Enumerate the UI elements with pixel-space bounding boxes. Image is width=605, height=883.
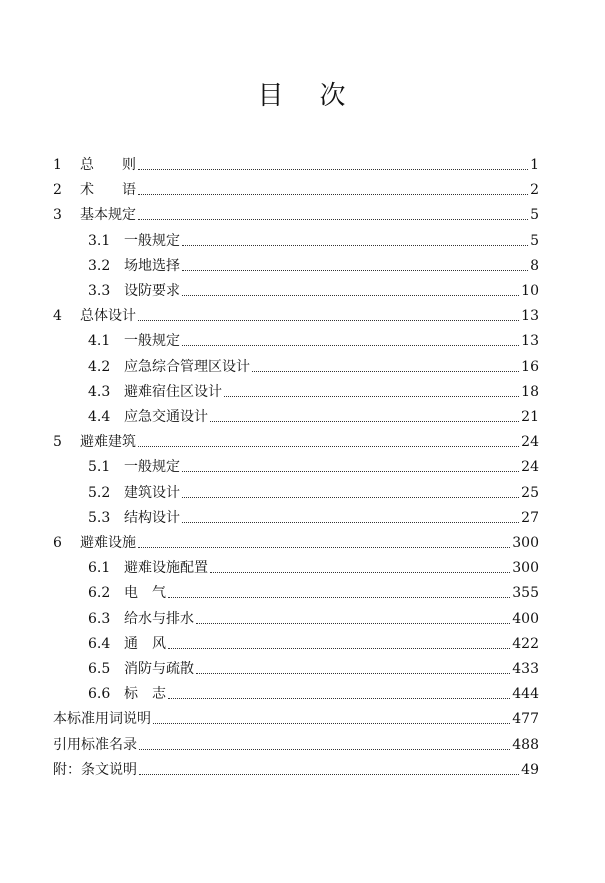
toc-entry-label: 一般规定 xyxy=(124,333,180,350)
toc-entry-page-number: 488 xyxy=(512,736,539,753)
toc-entry-number: 1 xyxy=(53,157,62,173)
toc-entry-number: 6 xyxy=(53,535,62,551)
toc-entry[interactable] xyxy=(88,326,539,350)
toc-entry[interactable] xyxy=(88,276,539,300)
toc-entry-number: 6.6 xyxy=(88,686,111,703)
toc-entry-number: 4 xyxy=(53,308,62,325)
toc-entry[interactable] xyxy=(53,150,539,174)
toc-entry[interactable] xyxy=(88,679,539,703)
toc-entry-page-number: 21 xyxy=(521,409,539,425)
dot-leader xyxy=(210,420,519,422)
toc-entry-page-number: 13 xyxy=(521,333,539,350)
dot-leader xyxy=(168,596,510,598)
toc-entry-page-number: 5 xyxy=(530,207,539,224)
dot-leader xyxy=(182,470,519,472)
toc-entry-page-number: 24 xyxy=(521,459,539,476)
dot-leader xyxy=(138,193,528,195)
toc-entry-number: 5.3 xyxy=(88,509,111,526)
toc-entry-number: 3.2 xyxy=(88,257,111,274)
toc-entry-page-number: 400 xyxy=(512,610,539,627)
toc-entry-page-number: 25 xyxy=(521,484,539,501)
toc-entry-page-number: 422 xyxy=(512,635,539,652)
toc-entry-page-number: 444 xyxy=(512,686,539,703)
toc-entry-page-number: 49 xyxy=(521,761,539,778)
toc-entry[interactable] xyxy=(88,629,539,653)
toc-entry-label: 基本规定 xyxy=(80,207,136,224)
toc-entry-number: 5 xyxy=(53,434,62,451)
toc-entry-label: 总 则 xyxy=(80,157,136,173)
toc-entry[interactable] xyxy=(53,200,539,224)
toc-entry-page-number: 1 xyxy=(530,157,539,173)
toc-entry[interactable] xyxy=(53,730,539,754)
toc-entry-number: 6.2 xyxy=(88,585,111,602)
toc-entry-label: 术 语 xyxy=(80,182,136,199)
dot-leader xyxy=(182,269,528,271)
toc-entry-number: 6.3 xyxy=(88,610,111,627)
toc-entry-label: 通 风 xyxy=(124,635,166,652)
toc-entry-number: 4.3 xyxy=(88,383,111,400)
toc-entry[interactable] xyxy=(53,528,539,552)
toc-entry-number: 4.1 xyxy=(88,333,111,350)
dot-leader xyxy=(138,445,519,447)
toc-entry[interactable] xyxy=(88,578,539,602)
dot-leader xyxy=(138,168,528,170)
toc-entry-label: 避难宿住区设计 xyxy=(124,383,222,400)
toc-entry-number: 4.2 xyxy=(88,358,111,375)
toc-entry[interactable] xyxy=(88,352,539,376)
toc-entry-label: 避难设施 xyxy=(80,535,136,551)
dot-leader xyxy=(139,773,519,775)
toc-entry-label: 结构设计 xyxy=(124,509,180,526)
toc-entry-page-number: 10 xyxy=(521,283,539,299)
dot-leader xyxy=(182,521,519,523)
toc-entry-page-number: 433 xyxy=(512,661,539,677)
page-title xyxy=(0,80,605,112)
toc-entry[interactable] xyxy=(88,251,539,275)
title-char-2: 次 xyxy=(319,81,348,111)
toc-entry-label: 本标准用词说明 xyxy=(53,711,151,728)
dot-leader xyxy=(138,218,528,220)
toc-entry[interactable] xyxy=(88,402,539,426)
toc-entry-page-number: 13 xyxy=(521,308,539,325)
toc-entry-label: 一般规定 xyxy=(124,459,180,476)
toc-entry[interactable] xyxy=(88,226,539,250)
title-char-1: 目 xyxy=(257,81,286,111)
toc-entry-label: 应急交通设计 xyxy=(124,409,208,425)
toc-entry-page-number: 2 xyxy=(530,182,539,199)
toc-entry-label: 电 气 xyxy=(124,585,166,602)
dot-leader xyxy=(196,672,510,674)
dot-leader xyxy=(182,244,528,246)
toc-entry[interactable] xyxy=(53,704,539,728)
toc-entry-page-number: 18 xyxy=(521,383,539,400)
toc-entry-page-number: 16 xyxy=(521,358,539,375)
toc-entry[interactable] xyxy=(88,452,539,476)
toc-entry[interactable] xyxy=(88,478,539,502)
toc-entry-number: 3.3 xyxy=(88,283,111,299)
toc-entry-page-number: 355 xyxy=(512,585,539,602)
toc-entry-number: 4.4 xyxy=(88,409,111,425)
toc-entry-label: 附：条文说明 xyxy=(53,761,137,778)
dot-leader xyxy=(224,395,519,397)
toc-entry-number: 6.1 xyxy=(88,560,111,577)
toc-entry-label: 总体设计 xyxy=(80,308,136,325)
toc-entry-label: 消防与疏散 xyxy=(124,661,194,677)
toc-entry-number: 5.1 xyxy=(88,459,111,476)
toc-entry[interactable] xyxy=(53,755,539,779)
dot-leader xyxy=(196,622,510,624)
dot-leader xyxy=(153,722,510,724)
toc-entry-number: 3.1 xyxy=(88,232,111,249)
toc-entry-number: 3 xyxy=(53,207,62,224)
toc-entry[interactable] xyxy=(88,553,539,577)
toc-entry-number: 2 xyxy=(53,182,62,199)
dot-leader xyxy=(168,647,510,649)
dot-leader xyxy=(210,571,510,573)
toc-entry-number: 5.2 xyxy=(88,484,111,501)
toc-entry[interactable] xyxy=(88,377,539,401)
toc-entry[interactable] xyxy=(88,604,539,628)
toc-entry-label: 避难建筑 xyxy=(80,434,136,451)
toc-entry-label: 标 志 xyxy=(124,686,166,703)
toc-entry-page-number: 27 xyxy=(521,509,539,526)
dot-leader xyxy=(182,344,519,346)
dot-leader xyxy=(252,370,519,372)
toc-entry-label: 设防要求 xyxy=(124,283,180,299)
toc-entry-label: 建筑设计 xyxy=(124,484,180,501)
dot-leader xyxy=(168,697,510,699)
dot-leader xyxy=(139,748,510,750)
toc-entry-label: 避难设施配置 xyxy=(124,560,208,577)
dot-leader xyxy=(182,294,519,296)
dot-leader xyxy=(138,319,519,321)
toc-entry-label: 给水与排水 xyxy=(124,610,194,627)
toc-entry[interactable] xyxy=(53,427,539,451)
toc-entry[interactable] xyxy=(53,175,539,199)
toc-entry-label: 应急综合管理区设计 xyxy=(124,358,250,375)
toc-entry-page-number: 300 xyxy=(512,560,539,577)
toc-entry[interactable] xyxy=(88,654,539,678)
dot-leader xyxy=(182,496,519,498)
toc-entry-label: 一般规定 xyxy=(124,232,180,249)
toc-entry-label: 引用标准名录 xyxy=(53,736,137,753)
toc-entry-page-number: 24 xyxy=(521,434,539,451)
dot-leader xyxy=(138,546,510,548)
toc-entry-page-number: 8 xyxy=(530,257,539,274)
toc-entry-label: 场地选择 xyxy=(124,257,180,274)
toc-entry-page-number: 300 xyxy=(512,535,539,551)
toc-entry-number: 6.5 xyxy=(88,661,111,677)
toc-entry[interactable] xyxy=(88,503,539,527)
toc-entry-page-number: 477 xyxy=(512,711,539,728)
toc-entry-page-number: 5 xyxy=(530,232,539,249)
toc-entry[interactable] xyxy=(53,301,539,325)
toc-entry-number: 6.4 xyxy=(88,635,111,652)
